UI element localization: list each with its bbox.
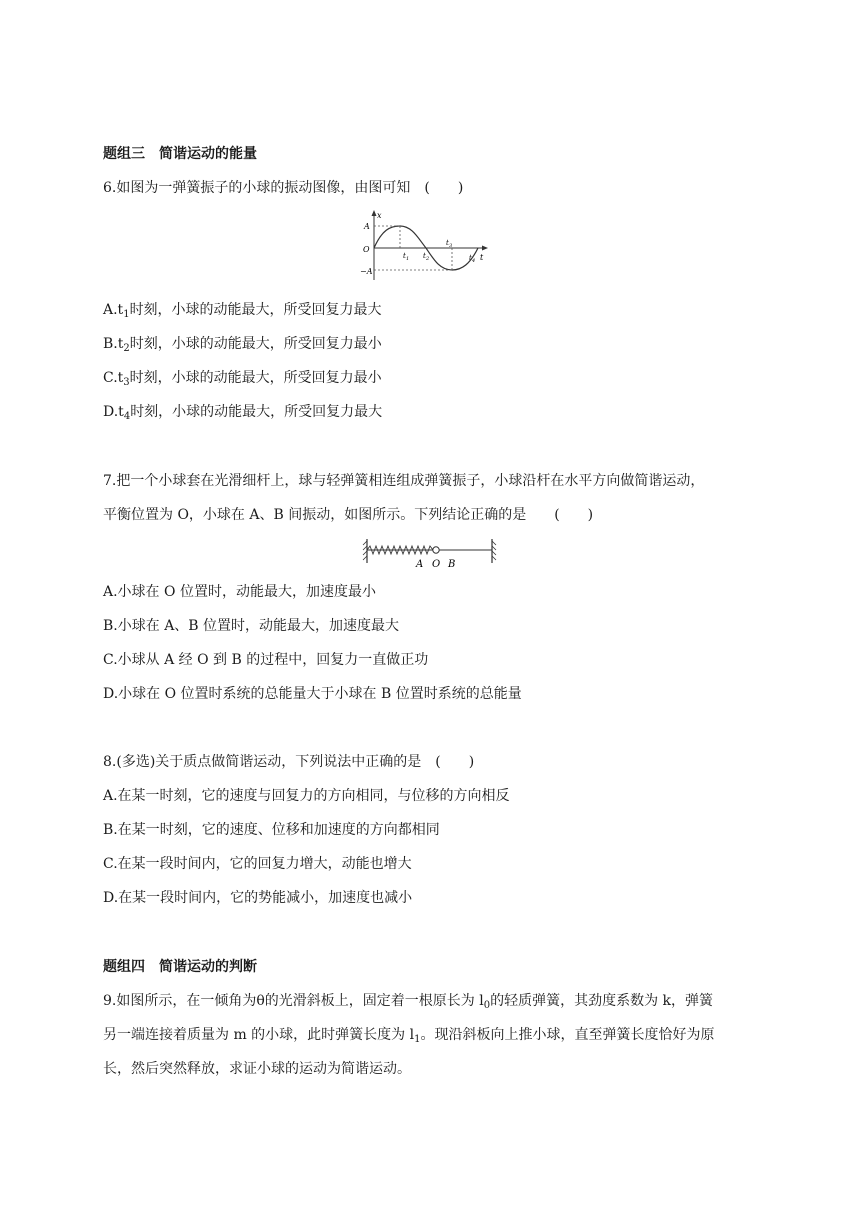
q9-line1: 9.如图所示，在一倾角为θ的光滑斜板上，固定着一根原长为 $l_0$的轻质弹簧，其劲度系数为 k，弹簧: [103, 993, 714, 1011]
label-t3: t: [446, 239, 449, 247]
q6-option-c: $C.t_3$时刻，小球的动能最大，所受回复力最小: [103, 370, 382, 388]
right-wall-hatch: [492, 541, 496, 560]
q6-option-a: $A.t_1$时刻，小球的动能最大，所受回复力最大: [103, 302, 382, 320]
q7-option-d: D.小球在 O 位置时系统的总能量大于小球在 B 位置时系统的总能量: [103, 686, 522, 702]
label-B: B: [448, 559, 456, 570]
label-x: x: [377, 211, 382, 220]
q8-option-d: D.在某一段时间内，它的势能减小，加速度也减小: [103, 890, 413, 906]
q7-spring-figure: [362, 536, 502, 574]
q7-stem-line2: 平衡位置为 O，小球在 A、B 间振动，如图所示。下列结论正确的是 ( ): [103, 507, 594, 523]
label-t3-sub: 3: [449, 243, 453, 249]
t-axis-arrow: [482, 246, 488, 251]
q8-option-c: C.在某一段时间内，它的回复力增大，动能也增大: [103, 856, 412, 872]
q6-option-d: $D.t_4$时刻，小球的动能最大，所受回复力最大: [103, 404, 383, 422]
section-heading-4: 题组四 简谐运动的判断: [103, 959, 257, 975]
q7-stem-line1: 7.把一个小球套在光滑细杆上，球与轻弹簧相连组成弹簧振子，小球沿杆在水平方向做简谐运动，: [103, 473, 705, 489]
label-t2: t: [423, 252, 426, 260]
label-t4: t: [469, 254, 472, 262]
q7-option-b: B.小球在 A、B 位置时，动能最大，加速度最大: [103, 618, 400, 634]
q8-option-b: B.在某一时刻，它的速度、位移和加速度的方向都相同: [103, 822, 440, 838]
q9-line2: 另一端连接着质量为 m 的小球，此时弹簧长度为 $l_1$。现沿斜板向上推小球，直至弹簧长度恰好为原: [103, 1027, 715, 1045]
q6-stem: 6.如图为一弹簧振子的小球的振动图像，由图可知 ( ): [103, 180, 464, 196]
label-A: A: [364, 222, 370, 231]
q8-stem: 8.(多选)关于质点做简谐运动，下列说法中正确的是 ( ): [103, 754, 475, 770]
q7-option-c: C.小球从 A 经 O 到 B 的过程中，回复力一直做正功: [103, 652, 429, 668]
label-O: O: [432, 559, 441, 570]
q8-option-a: A.在某一时刻，它的速度与回复力的方向相同，与位移的方向相反: [103, 788, 510, 804]
q9-line3: 长，然后突然释放，求证小球的运动为简谐运动。: [103, 1061, 411, 1077]
section-heading-3: 题组三 简谐运动的能量: [103, 146, 257, 162]
label-A: A: [416, 559, 424, 570]
label-t1-sub: 1: [406, 256, 410, 262]
q7-option-a: A.小球在 O 位置时，动能最大，加速度最小: [103, 584, 376, 600]
ball: [433, 547, 439, 553]
label-t4-sub: 4: [472, 258, 476, 264]
x-axis-arrow: [372, 210, 377, 216]
q6-vibration-graph: [360, 208, 492, 288]
label-negA: −A: [360, 267, 373, 276]
label-t2-sub: 2: [426, 256, 430, 262]
label-O: O: [363, 245, 370, 254]
left-wall-hatch: [363, 541, 367, 560]
label-t1: t: [403, 252, 406, 260]
q6-option-b: $B.t_2$时刻，小球的动能最大，所受回复力最小: [103, 336, 382, 354]
label-t: t: [480, 253, 484, 262]
